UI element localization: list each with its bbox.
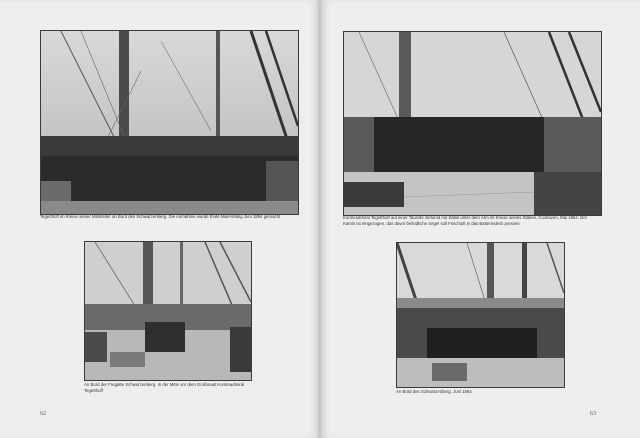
- photo-caption: Tegetthoff im Kreise seiner Mitstreiter an Bord des Schwarzenberg. Die Aufnahme wurde Ende Mai/Anfang Juni 1864 gemacht: [40, 214, 281, 219]
- photo-caption: An Bord der Fregatte Schwarzenberg. In der Mitte vor dem Großmast Kontreadmiral Tegetthoff: [84, 382, 245, 393]
- photo-frigate-deck: [84, 241, 252, 381]
- page-number: 63: [590, 411, 596, 417]
- photo-tegetthoff-staff: [343, 31, 602, 216]
- photo-caption: An Bord des Schwarzenberg, Juni 1864: [396, 389, 472, 394]
- photo-caption: Kontreadmiral Tegetthoff auf einer Taurolle stehend mit Säbel unter dem Arm im Kreise seines Stabes, Cuxhaven, Mai 1864. Der Kamin ist eingezogen, das davor befindliche Segel soll Frischluft in das Batteriedeck pressen: [343, 215, 588, 226]
- photo-schwarzenberg-june: [396, 242, 565, 388]
- page-number: 62: [40, 411, 46, 417]
- photo-crew-on-deck: [40, 30, 299, 215]
